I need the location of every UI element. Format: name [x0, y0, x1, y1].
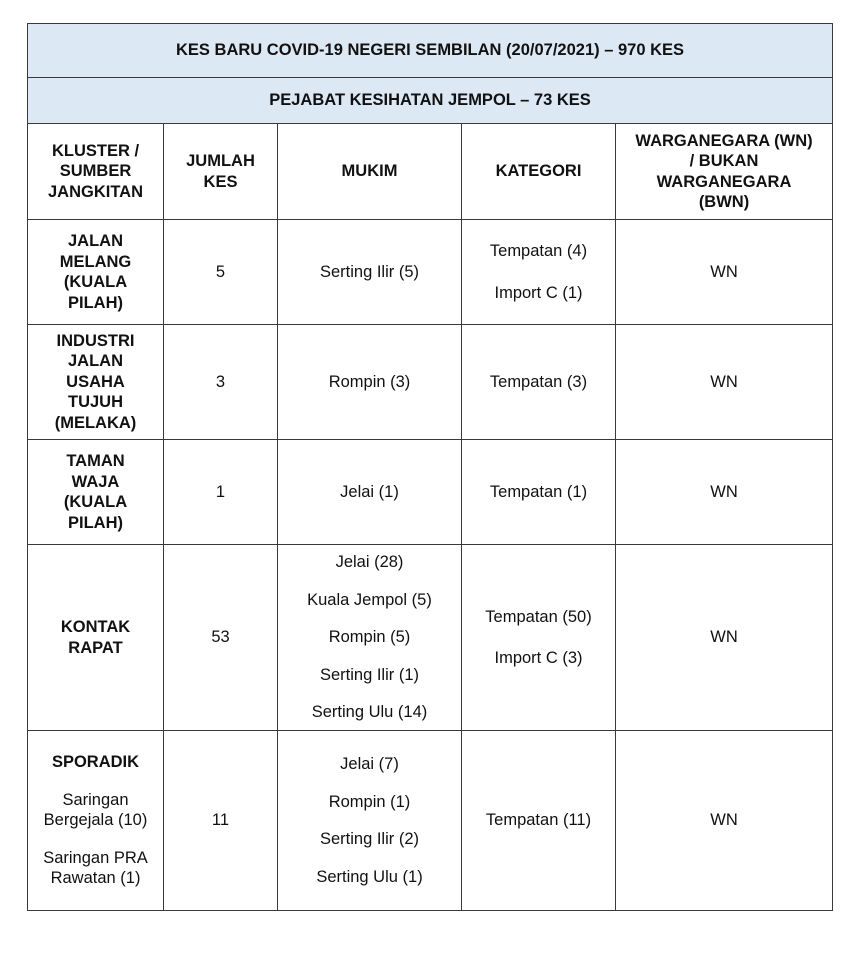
cell-kluster: JALAN MELANG (KUALA PILAH): [28, 220, 164, 325]
header-row: [28, 124, 833, 220]
cell-mukim: Serting Ilir (5): [278, 220, 462, 325]
cell-kategori: Tempatan (4) Import C (1): [462, 220, 616, 325]
header-mukim: MUKIM: [278, 124, 462, 220]
cell-mukim: Rompin (3): [278, 325, 462, 440]
subtitle-row: [28, 78, 833, 124]
cell-kluster: INDUSTRI JALAN USAHA TUJUH (MELAKA): [28, 325, 164, 440]
cell-kluster: KONTAK RAPAT: [28, 545, 164, 731]
header-warganegara: WARGANEGARA (WN) / BUKAN WARGANEGARA (BWN): [616, 124, 833, 220]
cell-kategori: Tempatan (11): [462, 731, 616, 911]
title-row: [28, 24, 833, 78]
cell-jumlah: 3: [164, 325, 278, 440]
table-row: [28, 325, 833, 440]
covid-case-table: [27, 23, 833, 911]
cell-wn: WN: [616, 731, 833, 911]
cell-wn: WN: [616, 325, 833, 440]
table-row: [28, 545, 833, 731]
cell-kluster: TAMAN WAJA (KUALA PILAH): [28, 440, 164, 545]
cell-wn: WN: [616, 545, 833, 731]
cell-wn: WN: [616, 440, 833, 545]
header-kluster: KLUSTER / SUMBER JANGKITAN: [28, 124, 164, 220]
header-kategori: KATEGORI: [462, 124, 616, 220]
cell-mukim: Jelai (7) Rompin (1) Serting Ilir (2) Serting Ulu (1): [278, 731, 462, 911]
cell-kategori: Tempatan (50) Import C (3): [462, 545, 616, 731]
table-row: [28, 440, 833, 545]
table-title: KES BARU COVID-19 NEGERI SEMBILAN (20/07/2021) – 970 KES: [28, 24, 833, 78]
cell-jumlah: 1: [164, 440, 278, 545]
table-subtitle: PEJABAT KESIHATAN JEMPOL – 73 KES: [28, 78, 833, 124]
cell-jumlah: 11: [164, 731, 278, 911]
cell-jumlah: 53: [164, 545, 278, 731]
header-jumlah: JUMLAH KES: [164, 124, 278, 220]
cell-mukim: Jelai (1): [278, 440, 462, 545]
table-row: [28, 220, 833, 325]
cell-kluster: SPORADIK Saringan Bergejala (10) Saringan PRA Rawatan (1): [28, 731, 164, 911]
cell-jumlah: 5: [164, 220, 278, 325]
cell-mukim: Jelai (28) Kuala Jempol (5) Rompin (5) Serting Ilir (1) Serting Ulu (14): [278, 545, 462, 731]
table-row: [28, 731, 833, 911]
cell-kategori: Tempatan (3): [462, 325, 616, 440]
cell-kategori: Tempatan (1): [462, 440, 616, 545]
cell-wn: WN: [616, 220, 833, 325]
